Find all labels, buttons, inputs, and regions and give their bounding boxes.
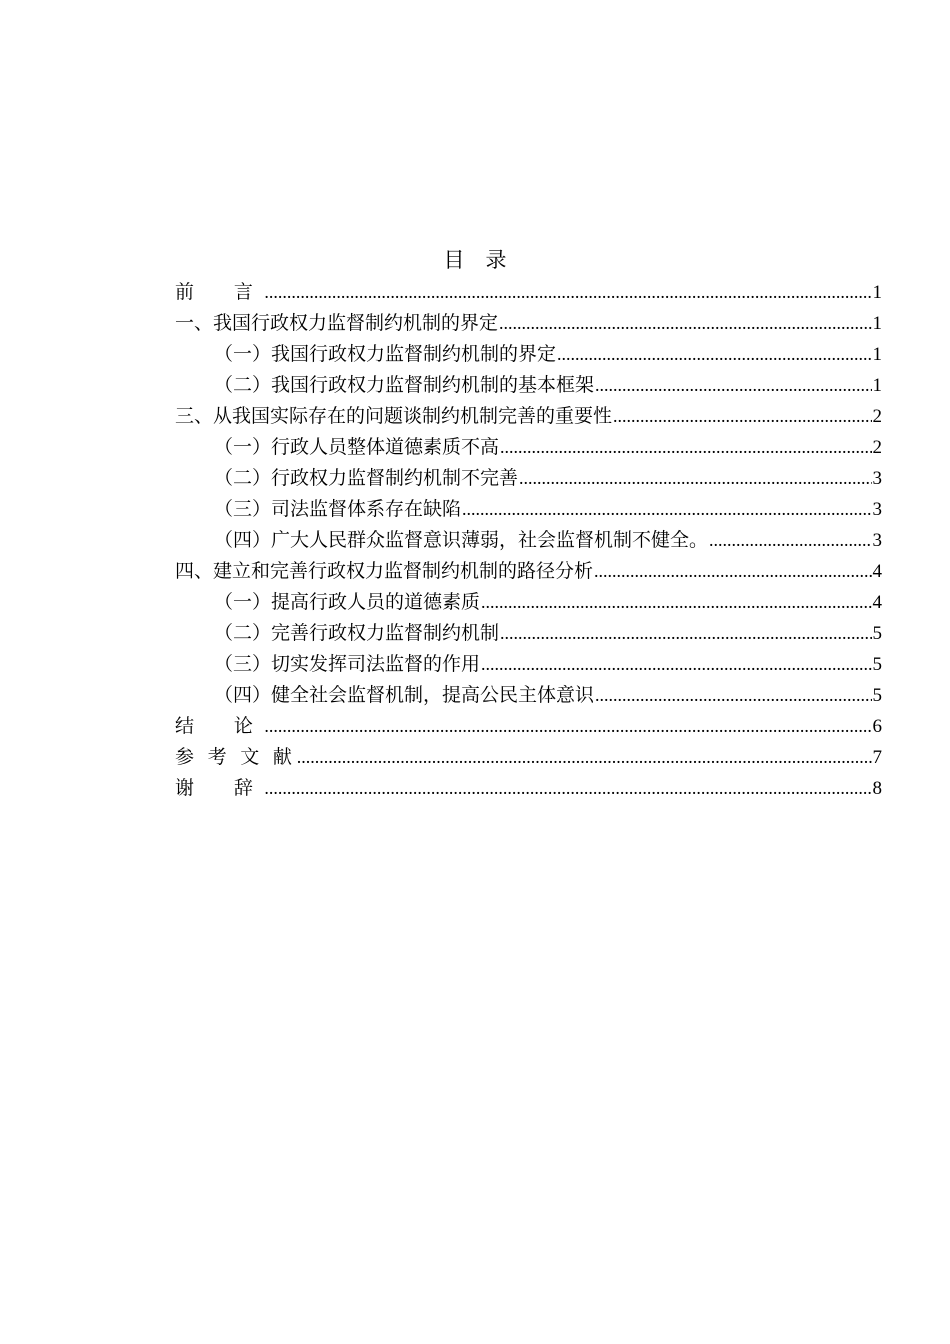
- toc-entry[interactable]: [175, 401, 882, 432]
- toc-leader-dots: [481, 649, 871, 680]
- toc-entry-page-number: 3: [872, 468, 882, 489]
- toc-entry-label: （二）我国行政权力监督制约机制的基本框架: [214, 374, 595, 396]
- toc-entry-page-number: 3: [872, 530, 882, 551]
- toc-entry[interactable]: [175, 308, 882, 339]
- toc-entry-page-number: 2: [872, 437, 882, 458]
- toc-entry[interactable]: [175, 277, 882, 308]
- toc-leader-dots: [297, 742, 872, 773]
- toc-leader-dots: [481, 587, 871, 618]
- toc-entry-page-number: 1: [872, 344, 882, 365]
- toc-entry-label: 一、我国行政权力监督制约机制的界定: [175, 312, 499, 334]
- toc-title: 目 录: [443, 248, 507, 272]
- toc-entry-page-number: 8: [872, 778, 882, 799]
- toc-entry-label: 四、建立和完善行政权力监督制约机制的路径分析: [175, 560, 594, 582]
- toc-entry[interactable]: [175, 649, 882, 680]
- toc-entry-page-number: 7: [872, 747, 882, 768]
- toc-leader-dots: [595, 370, 871, 401]
- toc-leader-dots: [557, 339, 871, 370]
- toc-entry-label: （四）广大人民群众监督意识薄弱，社会监督机制不健全。: [214, 529, 709, 551]
- toc-entry-label: 谢 辞: [175, 777, 264, 799]
- toc-leader-dots: [462, 494, 871, 525]
- toc-entry-label: （一）行政人员整体道德素质不高: [214, 436, 500, 458]
- toc-entry-page-number: 2: [872, 406, 882, 427]
- toc-entry-page-number: 4: [872, 592, 882, 613]
- toc-entry[interactable]: [175, 339, 882, 370]
- toc-entry-label: （四）健全社会监督机制，提高公民主体意识: [214, 684, 595, 706]
- toc-entry[interactable]: [175, 742, 882, 773]
- toc-leader-dots: [264, 277, 871, 308]
- toc-leader-dots: [594, 556, 871, 587]
- toc-entry-label: 参 考 文 献: [175, 746, 296, 768]
- toc-leader-dots: [500, 618, 871, 649]
- toc-leader-dots: [264, 773, 871, 804]
- toc-entry-label: （一）提高行政人员的道德素质: [214, 591, 481, 613]
- toc-entry-label: （二）行政权力监督制约机制不完善: [214, 467, 519, 489]
- toc-entry[interactable]: [175, 680, 882, 711]
- toc-entry-label: 三、从我国实际存在的问题谈制约机制完善的重要性: [175, 405, 613, 427]
- toc-entry-label: 前 言: [175, 281, 264, 303]
- toc-entry[interactable]: [175, 773, 882, 804]
- toc-leader-dots: [595, 680, 871, 711]
- toc-entry-label: （一）我国行政权力监督制约机制的界定: [214, 343, 557, 365]
- toc-entry-page-number: 1: [872, 282, 882, 303]
- toc-entry[interactable]: [175, 494, 882, 525]
- toc-entry[interactable]: [175, 587, 882, 618]
- toc-entry-label: （二）完善行政权力监督制约机制: [214, 622, 500, 644]
- toc-entry[interactable]: [175, 525, 882, 556]
- toc-leader-dots: [519, 463, 871, 494]
- toc-entry-label: （三）切实发挥司法监督的作用: [214, 653, 481, 675]
- toc-entry[interactable]: [175, 618, 882, 649]
- toc-leader-dots: [613, 401, 871, 432]
- toc-entry[interactable]: [175, 432, 882, 463]
- toc-leader-dots: [499, 308, 871, 339]
- toc-entry-label: （三）司法监督体系存在缺陷: [214, 498, 462, 520]
- toc-entry-page-number: 4: [872, 561, 882, 582]
- toc-leader-dots: [500, 432, 871, 463]
- toc-entry-page-number: 6: [872, 716, 882, 737]
- toc-entry-page-number: 5: [872, 654, 882, 675]
- table-of-contents: [175, 277, 882, 804]
- toc-entry-page-number: 1: [872, 375, 882, 396]
- toc-entry-page-number: 1: [872, 313, 882, 334]
- toc-entry-label: 结 论: [175, 715, 264, 737]
- toc-leader-dots: [709, 525, 871, 556]
- toc-entry[interactable]: [175, 556, 882, 587]
- toc-entry-page-number: 5: [872, 685, 882, 706]
- toc-entry-page-number: 3: [872, 499, 882, 520]
- toc-leader-dots: [264, 711, 871, 742]
- toc-entry[interactable]: [175, 711, 882, 742]
- toc-entry[interactable]: [175, 370, 882, 401]
- toc-entry-page-number: 5: [872, 623, 882, 644]
- toc-entry[interactable]: [175, 463, 882, 494]
